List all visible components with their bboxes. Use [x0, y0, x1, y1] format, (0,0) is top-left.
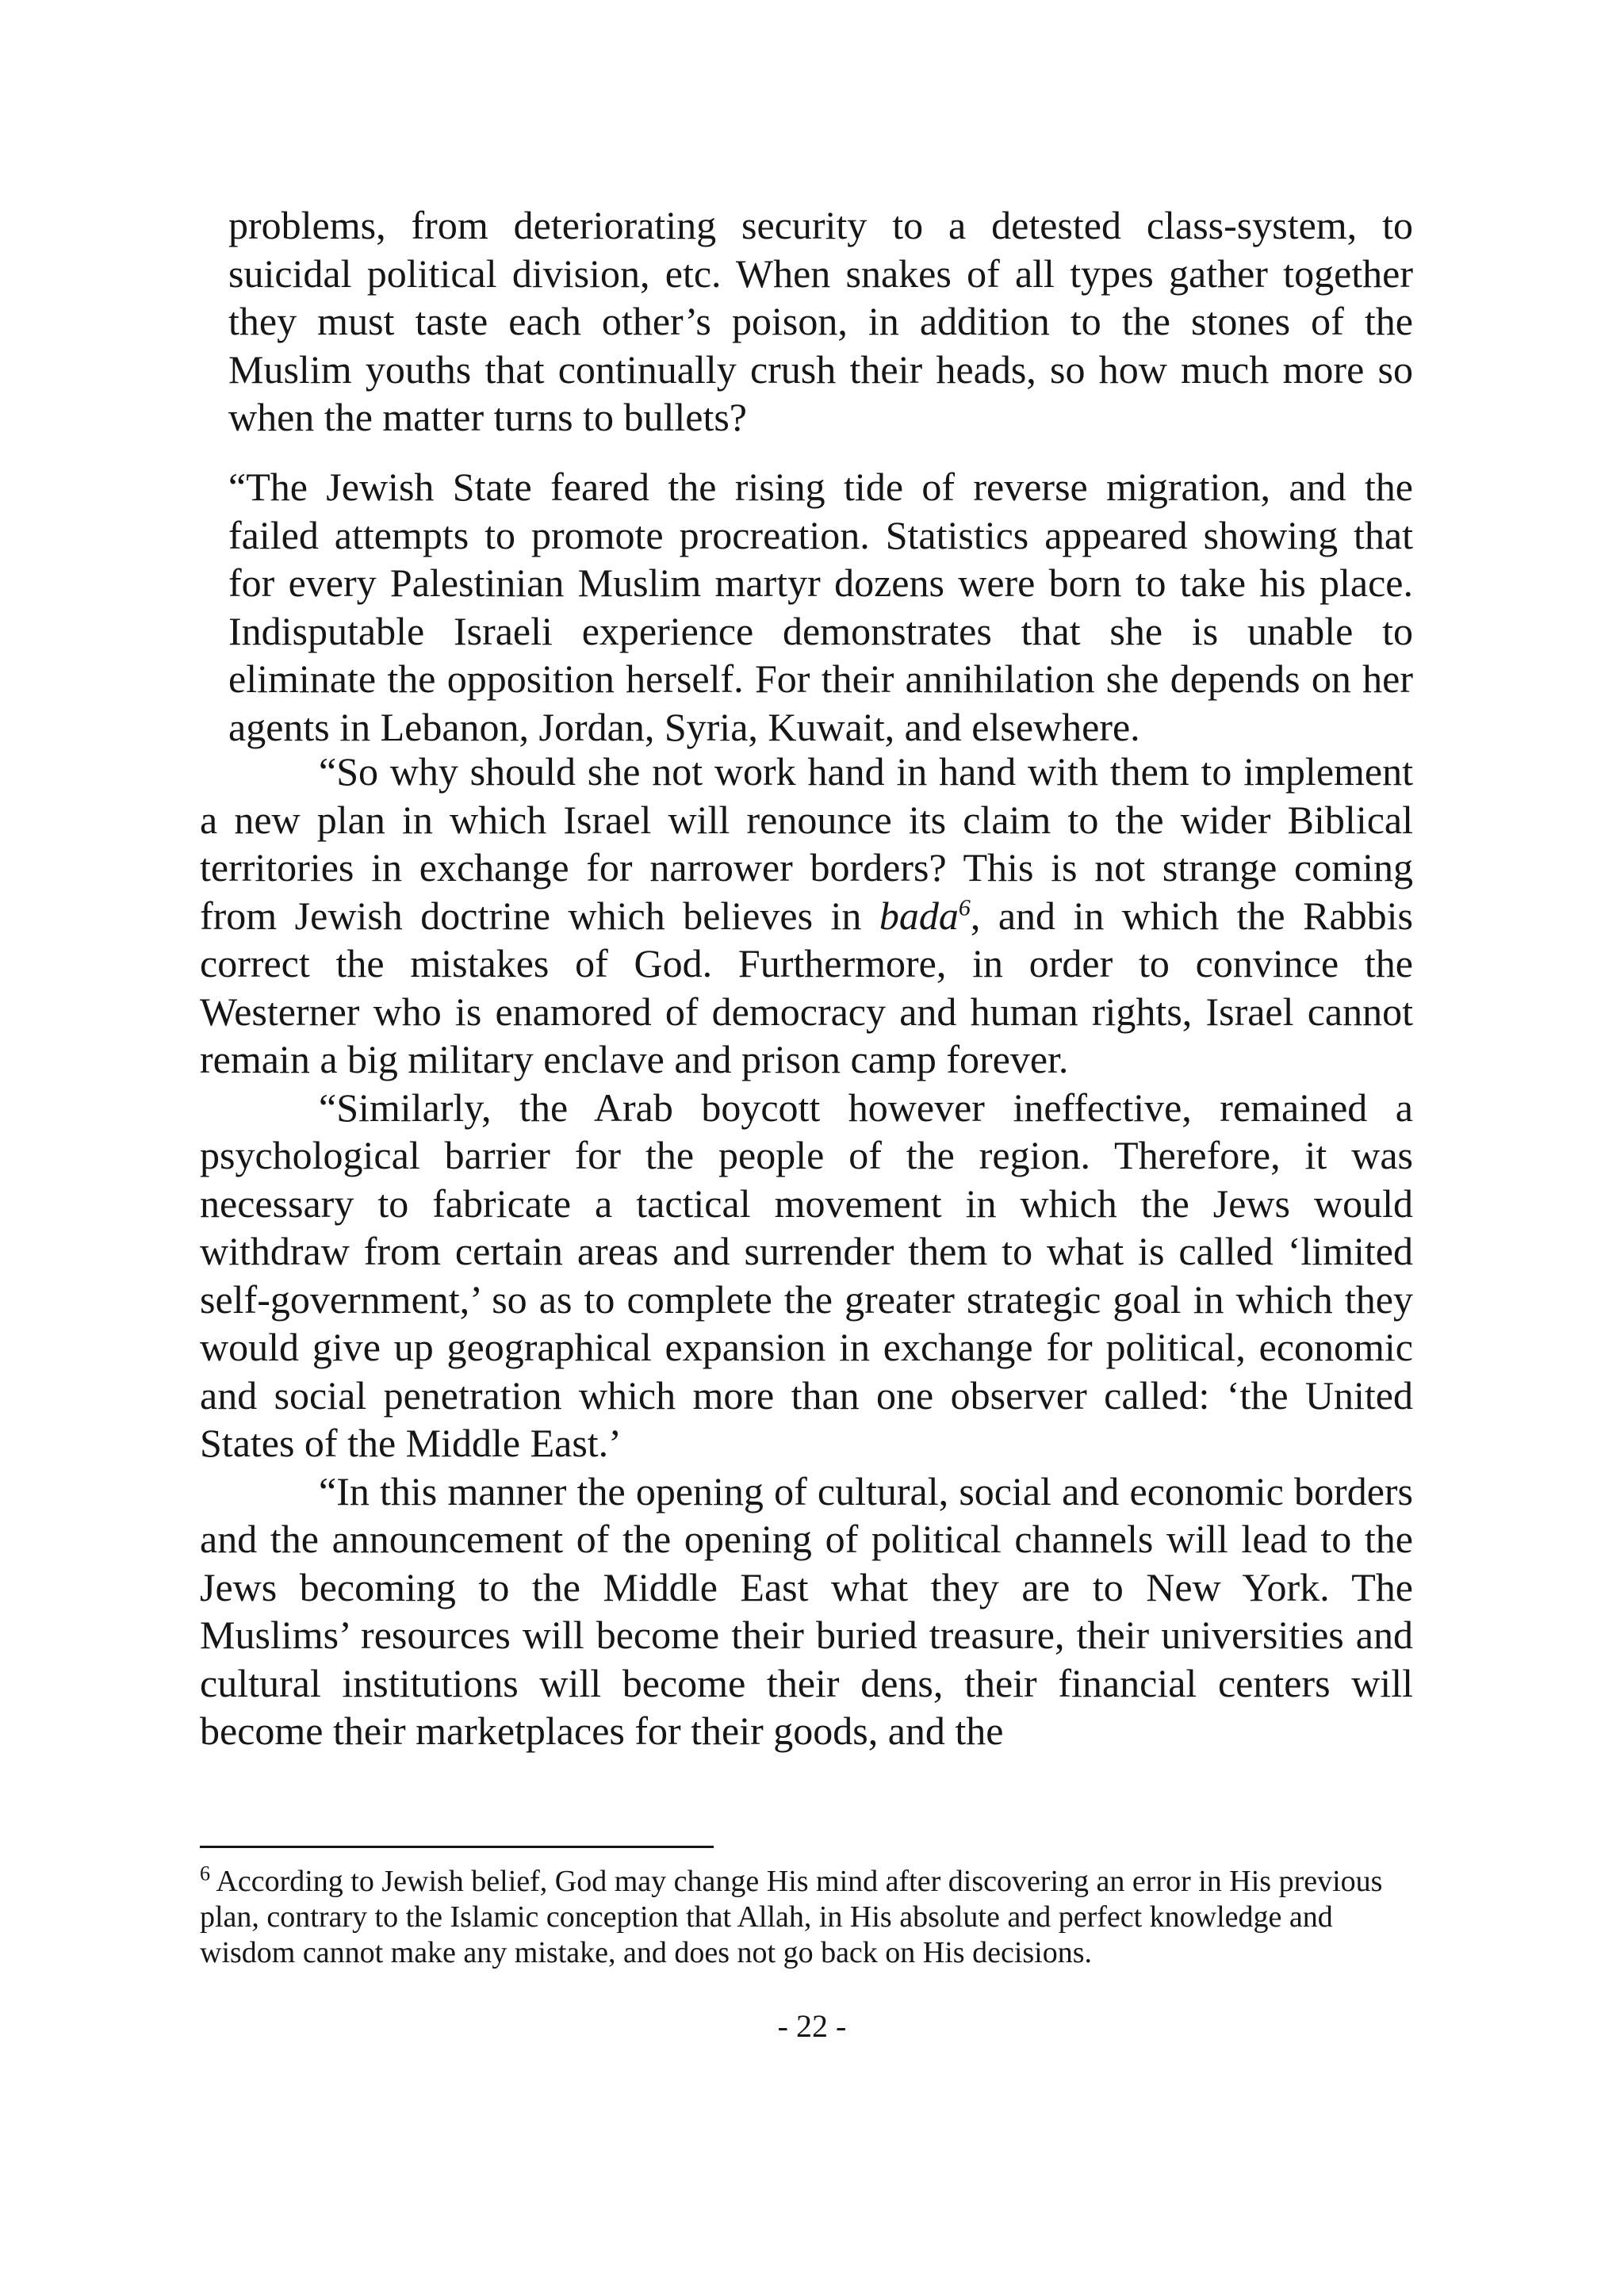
quote-paragraph-2: “The Jewish State feared the rising tide of reverse migration, and the failed attempts to promote procreation. Statistics appeared showing that for every Palestinian Muslim martyr dozens were born to take his place. Indisputable Israeli experience demonstrates that she is unable to eliminate the opposition herself. For their annihilation she depends on her agents in Lebanon, Jordan, Syria, Kuwait, and elsewhere. — [228, 465, 1413, 749]
footnote-text: According to Jewish belief, God may change His mind after discovering an error in His previous plan, contrary to the Islamic conception that Allah, in His absolute and perfect knowledge and wisdom cannot make any mistake, and does not go back on His decisions. — [200, 1865, 1383, 1969]
paragraph-opening-borders: “In this manner the opening of cultural, social and economic borders and the announcement of the opening of political channels will lead to the Jews becoming to the Middle East what they are to New York. The Muslims’ resources will become their buried treasure, their universities and cultural institutions will become their dens, their financial centers will become their marketplaces for their goods, and the — [200, 1468, 1413, 1753]
page-number: - 22 - — [777, 2008, 847, 2044]
footnote-reference[interactable]: 6 — [958, 894, 971, 920]
paragraph-so-why-text-end: , and in which the Rabbis correct the mistakes of God. Furthermore, in order to convince the Westerner who is enamored of democracy and human rights, Israel cannot remain a big military enclave and prison camp forever. — [200, 893, 1413, 1081]
quote-block-continued — [228, 201, 1413, 442]
quote-paragraph-1: problems, from deteriorating security to a detested class-system, to suicidal political division, etc. When snakes of all types gather together they must taste each other’s poison, in addition to the stones of the Muslim youths that continually crush their heads, so how much more so when the matter turns to bullets? — [228, 203, 1413, 439]
footnote-separator — [200, 1846, 714, 1848]
term-bada: bada — [879, 893, 959, 938]
footnote-number: 6 — [200, 1862, 210, 1885]
paragraph-arab-boycott: “Similarly, the Arab boycott however ineffective, remained a psychological barrier for the people of the region. Therefore, it was necessary to fabricate a tactical movement in which the Jews would withdraw from certain areas and surrender them to what is called ‘limited self-government,’ so as to complete the greater strategic goal in which they would give up geographical expansion in exchange for political, economic and social penetration which more than one observer called: ‘the United States of the Middle East.’ — [200, 1085, 1413, 1465]
body-text — [200, 748, 1413, 1755]
paragraph-so-why-text: “So why should she not work hand in hand with them to implement a new plan in which Israel will renounce its claim to the wider Biblical territories in exchange for narrower borders? This is not strange coming from Jewish doctrine which believes in — [200, 749, 1413, 938]
quote-block-jewish-state — [228, 463, 1413, 751]
footnote — [200, 1864, 1413, 1971]
paragraph-so-why — [200, 748, 1413, 1084]
